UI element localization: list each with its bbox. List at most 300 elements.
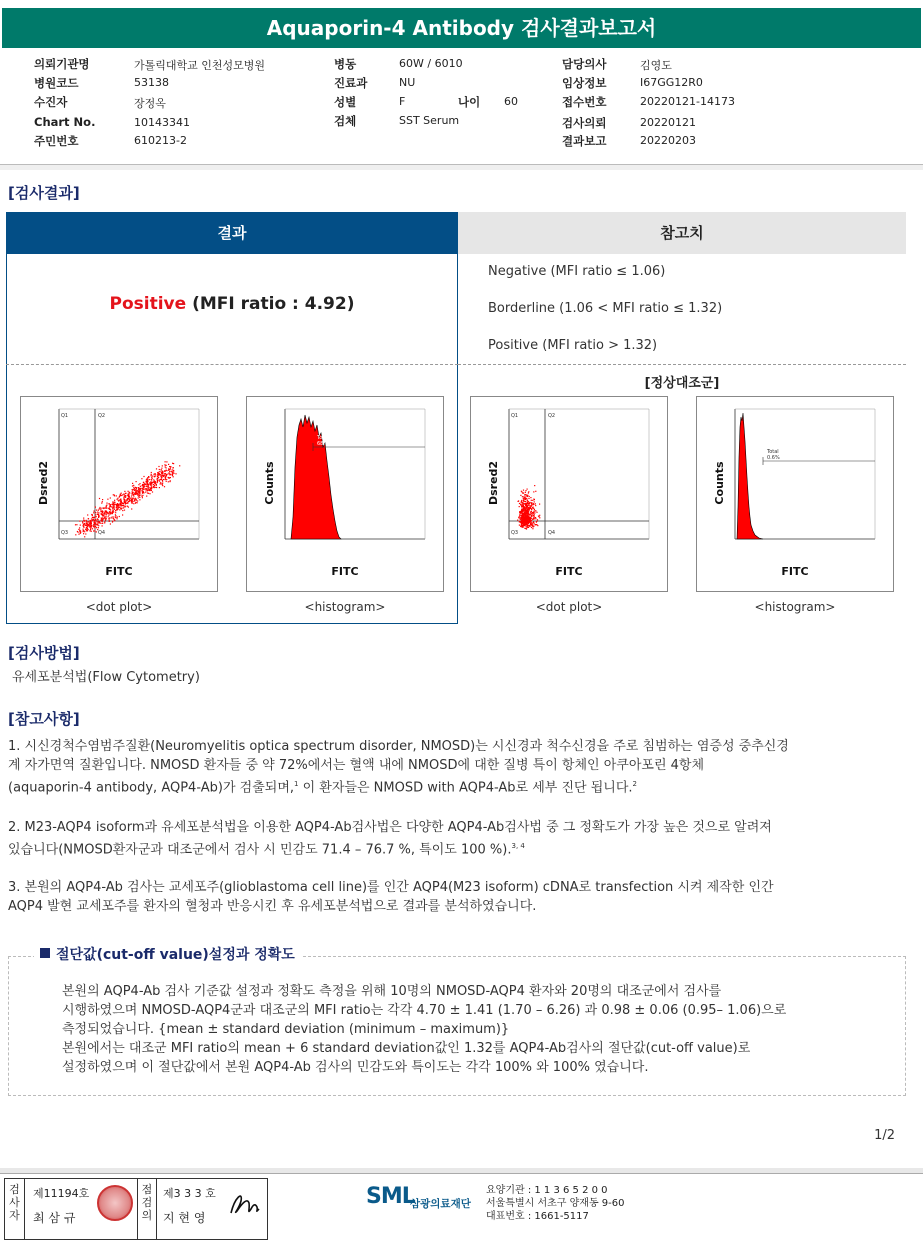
scatter-point <box>86 530 87 531</box>
reviewer-label: 점검의 <box>137 1179 157 1240</box>
scatter-point <box>164 464 165 465</box>
scatter-point <box>85 533 86 534</box>
info-value: I67GG12R0 <box>640 76 703 89</box>
scatter-point <box>527 520 528 521</box>
gate-label: Total <box>317 435 329 441</box>
scatter-point <box>119 509 120 510</box>
scatter-point <box>106 505 107 506</box>
scatter-point <box>94 530 95 531</box>
scatter-point <box>164 473 165 474</box>
scatter-point <box>83 530 84 531</box>
scatter-point <box>523 521 524 522</box>
results-heading: [검사결과] <box>8 184 80 202</box>
scatter-point <box>136 499 137 500</box>
scatter-point <box>526 528 527 529</box>
scatter-point <box>101 511 102 512</box>
scatter-point <box>527 522 528 523</box>
age-label: 나이 <box>458 95 481 109</box>
patient-hist-svg <box>247 397 443 591</box>
scatter-point <box>153 481 154 482</box>
scatter-point <box>88 525 89 526</box>
scatter-point <box>525 512 526 513</box>
scatter-point <box>159 471 160 472</box>
scatter-point <box>142 497 143 498</box>
patient-info <box>0 56 923 168</box>
scatter-point <box>521 500 522 501</box>
info-value: 김영도 <box>640 59 672 72</box>
scatter-point <box>107 499 108 500</box>
scatter-point <box>110 497 111 498</box>
scatter-point <box>117 509 118 510</box>
scatter-point <box>104 521 105 522</box>
scatter-point <box>531 512 532 513</box>
scatter-point <box>82 522 83 523</box>
citation: 3, 4 <box>511 842 525 850</box>
inspector-name: 최 삼 규 <box>33 1211 76 1225</box>
info-value: 20220121-14173 <box>640 95 735 108</box>
scatter-point <box>92 528 93 529</box>
cutoff-line: 시행하였으며 NMOSD-AQP4군과 대조군의 MFI ratio는 각각 4.70 ± 1.41 (1.70 – 6.26) 과 0.98 ± 0.06 (0.95– 1.06)으로 <box>62 1003 787 1018</box>
scatter-point <box>84 536 85 537</box>
scatter-point <box>143 476 144 477</box>
scatter-point <box>99 508 100 509</box>
scatter-point <box>519 515 520 516</box>
scatter-point <box>114 500 115 501</box>
note-text: (aquaporin-4 antibody, AQP4-Ab)가 검출되며, <box>8 780 295 796</box>
scatter-point <box>155 473 156 474</box>
scatter-point <box>172 473 173 474</box>
scatter-point <box>538 516 539 517</box>
scatter-point <box>93 524 94 525</box>
scatter-point <box>533 507 534 508</box>
scatter-point <box>151 475 152 476</box>
scatter-point <box>97 512 98 513</box>
scatter-point <box>147 477 148 478</box>
scatter-point <box>528 515 529 516</box>
scatter-point <box>109 509 110 510</box>
scatter-point <box>97 514 98 515</box>
q-label: Q1 <box>511 413 519 419</box>
scatter-point <box>112 521 113 522</box>
scatter-point <box>126 500 127 501</box>
scatter-point <box>534 523 535 524</box>
scatter-point <box>96 520 97 521</box>
scatter-point <box>135 487 136 488</box>
scatter-point <box>525 492 526 493</box>
scatter-point <box>523 490 524 491</box>
scatter-point <box>133 487 134 488</box>
scatter-point <box>527 525 528 526</box>
scatter-point <box>173 476 174 477</box>
scatter-point <box>96 516 97 517</box>
scatter-point <box>79 527 80 528</box>
scatter-point <box>530 497 531 498</box>
patient-dot-svg <box>21 397 217 591</box>
scatter-point <box>137 500 138 501</box>
scatter-point <box>537 519 538 520</box>
scatter-point <box>137 492 138 493</box>
scatter-point <box>519 506 520 507</box>
scatter-point <box>147 486 148 487</box>
scatter-point <box>175 473 176 474</box>
scatter-point <box>98 516 99 517</box>
scatter-point <box>527 495 528 496</box>
scatter-point <box>133 485 134 486</box>
scatter-point <box>523 504 524 505</box>
scatter-point <box>96 527 97 528</box>
scatter-point <box>109 513 110 514</box>
scatter-point <box>113 494 114 495</box>
scatter-point <box>527 526 528 527</box>
scatter-point <box>133 489 134 490</box>
info-value: 장정옥 <box>134 97 166 110</box>
scatter-point <box>119 507 120 508</box>
scatter-point <box>165 479 166 480</box>
scatter-point <box>112 516 113 517</box>
scatter-point <box>138 484 139 485</box>
scatter-point <box>132 500 133 501</box>
scatter-point <box>168 464 169 465</box>
scatter-point <box>83 525 84 526</box>
scatter-point <box>132 498 133 499</box>
scatter-point <box>531 527 532 528</box>
scatter-point <box>524 501 525 502</box>
scatter-point <box>531 500 532 501</box>
scatter-point <box>95 519 96 520</box>
scatter-point <box>165 461 166 462</box>
info-divider <box>0 164 923 170</box>
scatter-point <box>93 517 94 518</box>
scatter-point <box>155 482 156 483</box>
scatter-point <box>132 492 133 493</box>
scatter-point <box>157 479 158 480</box>
scatter-point <box>122 510 123 511</box>
scatter-point <box>129 492 130 493</box>
scatter-point <box>168 472 169 473</box>
scatter-point <box>520 521 521 522</box>
control-dot-plot <box>470 396 668 592</box>
scatter-point <box>131 497 132 498</box>
scatter-point <box>104 518 105 519</box>
scatter-point <box>151 477 152 478</box>
scatter-point <box>531 516 532 517</box>
result-mfi: (MFI ratio : 4.92) <box>186 294 355 314</box>
scatter-point <box>536 521 537 522</box>
scatter-point <box>169 474 170 475</box>
scatter-point <box>531 504 532 505</box>
scatter-point <box>84 520 85 521</box>
scatter-point <box>86 527 87 528</box>
scatter-point <box>526 498 527 499</box>
scatter-point <box>111 504 112 505</box>
scatter-point <box>528 518 529 519</box>
scatter-point <box>127 498 128 499</box>
scatter-point <box>528 498 529 499</box>
scatter-point <box>531 520 532 521</box>
scatter-point <box>157 476 158 477</box>
scatter-point <box>534 485 535 486</box>
scatter-point <box>143 484 144 485</box>
scatter-point <box>110 523 111 524</box>
scatter-point <box>163 479 164 480</box>
scatter-point <box>113 516 114 517</box>
scatter-point <box>522 522 523 523</box>
scatter-point <box>527 489 528 490</box>
scatter-point <box>528 504 529 505</box>
scatter-point <box>89 522 90 523</box>
info-label: 담당의사 <box>562 57 607 71</box>
scatter-point <box>87 514 88 515</box>
scatter-point <box>523 520 524 521</box>
scatter-point <box>151 474 152 475</box>
info-label: 진료과 <box>334 76 368 90</box>
note-3-line: 3. 본원의 AQP4-Ab 검사는 교세포주(glioblastoma cell line)를 인간 AQP4(M23 isoform) cDNA로 transfection 시켜 제작한 인간 <box>8 880 774 895</box>
patient-dot-caption: <dot plot> <box>85 600 153 614</box>
scatter-point <box>153 484 154 485</box>
scatter-point <box>99 507 100 508</box>
scatter-point <box>110 504 111 505</box>
seal-icon <box>97 1185 133 1221</box>
info-value: 가톨릭대학교 인천성모병원 <box>134 59 266 72</box>
scatter-point <box>170 477 171 478</box>
scatter-point <box>168 477 169 478</box>
note-text: 있습니다(NMOSD환자군과 대조군에서 검사 시 민감도 71.4 – 76.7 %, 특이도 100 %). <box>8 842 512 858</box>
patient-hist-area <box>291 415 341 539</box>
scatter-point <box>117 518 118 519</box>
scatter-point <box>162 465 163 466</box>
info-label: 결과보고 <box>562 134 607 148</box>
scatter-point <box>98 522 99 523</box>
scatter-point <box>152 491 153 492</box>
scatter-point <box>91 531 92 532</box>
scatter-point <box>157 481 158 482</box>
scatter-point <box>147 492 148 493</box>
scatter-point <box>139 488 140 489</box>
scatter-point <box>147 480 148 481</box>
reference-divider <box>458 364 906 365</box>
scatter-point <box>103 508 104 509</box>
scatter-point <box>159 487 160 488</box>
scatter-point <box>112 511 113 512</box>
scatter-point <box>75 524 76 525</box>
scatter-point <box>142 491 143 492</box>
page-number: 1/2 <box>874 1128 895 1143</box>
scatter-point <box>168 470 169 471</box>
scatter-point <box>139 495 140 496</box>
scatter-point <box>520 526 521 527</box>
scatter-point <box>167 474 168 475</box>
scatter-point <box>527 523 528 524</box>
scatter-point <box>139 491 140 492</box>
info-value: NU <box>399 76 416 89</box>
scatter-point <box>142 489 143 490</box>
scatter-point <box>526 522 527 523</box>
scatter-point <box>84 531 85 532</box>
scatter-point <box>93 511 94 512</box>
reviewer-name: 지 현 영 <box>163 1211 206 1225</box>
scatter-point <box>525 509 526 510</box>
y-axis-label: Dsred2 <box>37 460 50 506</box>
scatter-point <box>118 505 119 506</box>
scatter-point <box>523 508 524 509</box>
scatter-point <box>528 520 529 521</box>
scatter-point <box>522 503 523 504</box>
scatter-point <box>151 487 152 488</box>
scatter-point <box>132 501 133 502</box>
info-value: F <box>399 95 406 108</box>
control-hist-area <box>737 413 763 539</box>
scatter-point <box>145 489 146 490</box>
scatter-point <box>521 510 522 511</box>
scatter-point <box>529 505 530 506</box>
scatter-point <box>106 503 107 504</box>
scatter-point <box>96 531 97 532</box>
scatter-point <box>137 502 138 503</box>
result-value <box>6 294 458 314</box>
scatter-point <box>525 515 526 516</box>
scatter-point <box>157 480 158 481</box>
scatter-point <box>124 491 125 492</box>
scatter-point <box>148 476 149 477</box>
address-line: 서울특별시 서초구 양재동 9-60 <box>486 1198 625 1209</box>
scatter-point <box>106 518 107 519</box>
scatter-point <box>122 494 123 495</box>
scatter-point <box>116 504 117 505</box>
scatter-point <box>115 514 116 515</box>
scatter-point <box>529 496 530 497</box>
scatter-point <box>525 490 526 491</box>
scatter-point <box>533 491 534 492</box>
control-hist-caption: <histogram> <box>754 600 836 614</box>
result-divider <box>6 364 458 365</box>
scatter-point <box>114 502 115 503</box>
scatter-point <box>149 482 150 483</box>
scatter-point <box>130 498 131 499</box>
scatter-point <box>525 494 526 495</box>
scatter-point <box>97 521 98 522</box>
scatter-point <box>86 521 87 522</box>
scatter-point <box>148 487 149 488</box>
scatter-point <box>93 519 94 520</box>
scatter-point <box>531 509 532 510</box>
scatter-point <box>161 474 162 475</box>
cutoff-line: 본원에서는 대조군 MFI ratio의 mean + 6 standard deviation값인 1.32를 AQP4-Ab검사의 절단값(cut-off value)로 <box>62 1041 751 1056</box>
scatter-point <box>89 525 90 526</box>
scatter-point <box>102 517 103 518</box>
q-label: Q3 <box>511 530 519 536</box>
scatter-point <box>523 496 524 497</box>
scatter-point <box>85 529 86 530</box>
citation: 1 <box>294 780 299 788</box>
reviewer-no: 제3 3 3 호 <box>163 1187 216 1200</box>
scatter-point <box>520 495 521 496</box>
scatter-point <box>165 477 166 478</box>
note-2-line: 2. M23-AQP4 isoform과 유세포분석법을 이용한 AQP4-Ab검사법은 다양한 AQP4-Ab검사법 중 그 정확도가 가장 높은 것으로 알려져 <box>8 820 772 835</box>
cutoff-line: 본원의 AQP4-Ab 검사 기준값 설정과 정확도 측정을 위해 10명의 NMOSD-AQP4 환자와 20명의 대조군에서 검사를 <box>62 984 722 999</box>
scatter-point <box>146 496 147 497</box>
scatter-point <box>158 473 159 474</box>
inspector-label: 검사자 <box>5 1179 25 1240</box>
square-bullet-icon <box>40 948 50 958</box>
scatter-point <box>135 503 136 504</box>
scatter-point <box>90 529 91 530</box>
q-label: Q3 <box>61 530 69 536</box>
scatter-point <box>120 499 121 500</box>
scatter-point <box>90 520 91 521</box>
scatter-point <box>161 479 162 480</box>
scatter-point <box>526 505 527 506</box>
scatter-point <box>78 529 79 530</box>
report-title: Aquaporin-4 Antibody 검사결과보고서 <box>2 8 921 48</box>
scatter-point <box>172 467 173 468</box>
scatter-point <box>527 507 528 508</box>
scatter-point <box>530 517 531 518</box>
scatter-point <box>116 495 117 496</box>
scatter-point <box>99 498 100 499</box>
scatter-point <box>136 481 137 482</box>
scatter-point <box>162 485 163 486</box>
scatter-point <box>134 493 135 494</box>
scatter-point <box>115 517 116 518</box>
scatter-point <box>133 498 134 499</box>
scatter-point <box>121 508 122 509</box>
scatter-point <box>128 496 129 497</box>
scatter-point <box>106 508 107 509</box>
info-label: 의뢰기관명 <box>34 57 90 71</box>
scatter-point <box>160 469 161 470</box>
scatter-point <box>156 468 157 469</box>
scatter-point <box>534 512 535 513</box>
scatter-point <box>91 514 92 515</box>
scatter-point <box>528 513 529 514</box>
scatter-point <box>120 495 121 496</box>
scatter-point <box>127 506 128 507</box>
scatter-point <box>523 516 524 517</box>
scatter-point <box>109 520 110 521</box>
info-value: 20220203 <box>640 134 696 147</box>
info-label: 병원코드 <box>34 76 79 90</box>
scatter-point <box>98 515 99 516</box>
patient-dot-plot <box>20 396 218 592</box>
scatter-point <box>143 482 144 483</box>
scatter-point <box>123 498 124 499</box>
note-2-line <box>8 837 908 859</box>
scatter-point <box>112 507 113 508</box>
scatter-point <box>526 517 527 518</box>
scatter-point <box>132 485 133 486</box>
note-text: 이 환자들은 NMOSD with AQP4-Ab로 세부 진단 됩니다. <box>298 780 633 796</box>
gate-label: Total <box>767 449 779 455</box>
scatter-point <box>158 480 159 481</box>
info-label: 주민번호 <box>34 134 79 148</box>
citation: 2 <box>632 780 637 788</box>
scatter-point <box>154 476 155 477</box>
scatter-point <box>102 508 103 509</box>
cutoff-line: 측정되었습니다. {mean ± standard deviation (minimum – maximum)} <box>62 1022 510 1037</box>
q-label: Q4 <box>98 530 106 536</box>
gate-value: 68.1% <box>317 441 333 447</box>
scatter-point <box>132 493 133 494</box>
info-value: 10143341 <box>134 116 190 129</box>
scatter-point <box>525 504 526 505</box>
scatter-point <box>166 470 167 471</box>
scatter-point <box>125 502 126 503</box>
scatter-point <box>79 531 80 532</box>
scatter-point <box>539 515 540 516</box>
scatter-point <box>108 503 109 504</box>
info-label: 수진자 <box>34 95 68 109</box>
scatter-point <box>143 489 144 490</box>
